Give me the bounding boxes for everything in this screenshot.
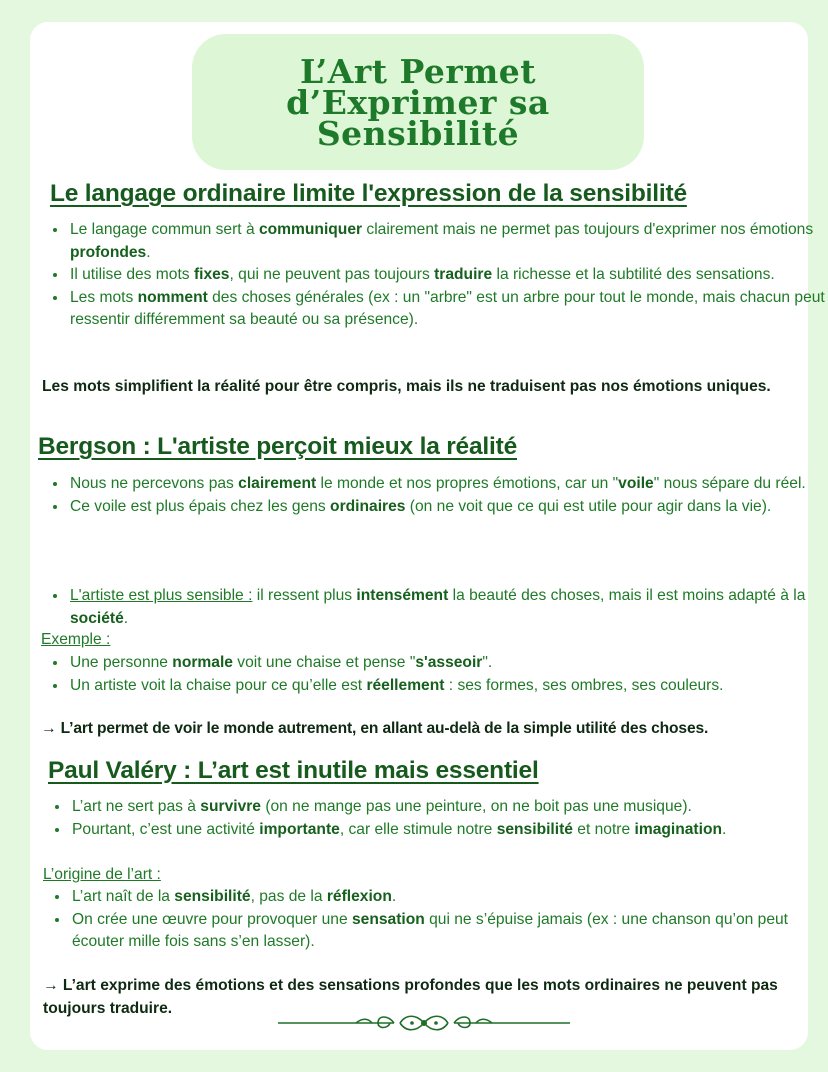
section-heading-bergson: Bergson : L'artiste perçoit mieux la réalité: [38, 433, 518, 460]
list-item: • L’art ne sert pas à survivre (on ne mange pas une peinture, on ne boit pas une musique).: [70, 796, 828, 819]
list-item: • L'artiste est plus sensible : il ressent plus intensément la beauté des choses, mais il est moins adapté à la société.: [68, 585, 828, 630]
list-item: • On crée une œuvre pour provoquer une sensation qui ne s’épuise jamais (ex : une chanson qu’on peut écouter mille fois sans s’en lasser).: [70, 909, 828, 954]
list-item: • Le langage commun sert à communiquer clairement mais ne permet pas toujours d'exprimer nos émotions profondes.: [68, 219, 828, 264]
origin-bullet-list: [40, 886, 828, 954]
list-item: • Il utilise des mots fixes, qui ne peuvent pas toujours traduire la richesse et la subtilité des sensations.: [68, 264, 828, 287]
list-item: • Une personne normale voit une chaise et pense "s'asseoir".: [68, 652, 828, 675]
example-label: Exemple :: [41, 631, 111, 648]
list-item: • L’art naît de la sensibilité, pas de la réflexion.: [70, 886, 828, 909]
flourish-divider-icon: [276, 1012, 572, 1034]
list-item: • Pourtant, c’est une activité importante, car elle stimule notre sensibilité et notre imagination.: [70, 819, 828, 842]
origin-label: L’origine de l’art :: [43, 866, 161, 883]
artiste-bullet-list: [38, 585, 828, 630]
langage-bullet-list: [38, 219, 828, 332]
section-conclusion: → L’art permet de voir le monde autrement, en allant au-delà de la simple utilité des choses.: [41, 720, 709, 737]
example-bullet-list: [38, 652, 828, 697]
section-heading-langage: Le langage ordinaire limite l'expression de la sensibilité: [50, 180, 687, 207]
list-item: • Nous ne percevons pas clairement le monde et nos propres émotions, car un "voile" nous sépare du réel.: [68, 473, 828, 496]
list-item: • Les mots nomment des choses générales (ex : un "arbre" est un arbre pour tout le monde, mais chacun peut ressentir différemment sa beauté ou sa présence).: [68, 287, 828, 332]
bergson-bullet-list: [38, 473, 828, 518]
title-banner: [192, 34, 644, 170]
list-item: • Ce voile est plus épais chez les gens ordinaires (on ne voit que ce qui est utile pour agir dans la vie).: [68, 496, 828, 519]
section-conclusion: → L’art exprime des émotions et des sensations profondes que les mots ordinaires ne peuvent pas toujours traduire.: [43, 977, 778, 1017]
list-item: • Un artiste voit la chaise pour ce qu’elle est réellement : ses formes, ses ombres, ses couleurs.: [68, 675, 828, 698]
valery-bullet-list: [40, 796, 828, 841]
page-title: L’Art Permet d’Exprimer sa Sensibilité: [286, 51, 550, 153]
section-heading-valery: Paul Valéry : L’art est inutile mais essentiel: [48, 757, 539, 784]
section-conclusion: Les mots simplifient la réalité pour être compris, mais ils ne traduisent pas nos émotions uniques.: [42, 378, 771, 395]
